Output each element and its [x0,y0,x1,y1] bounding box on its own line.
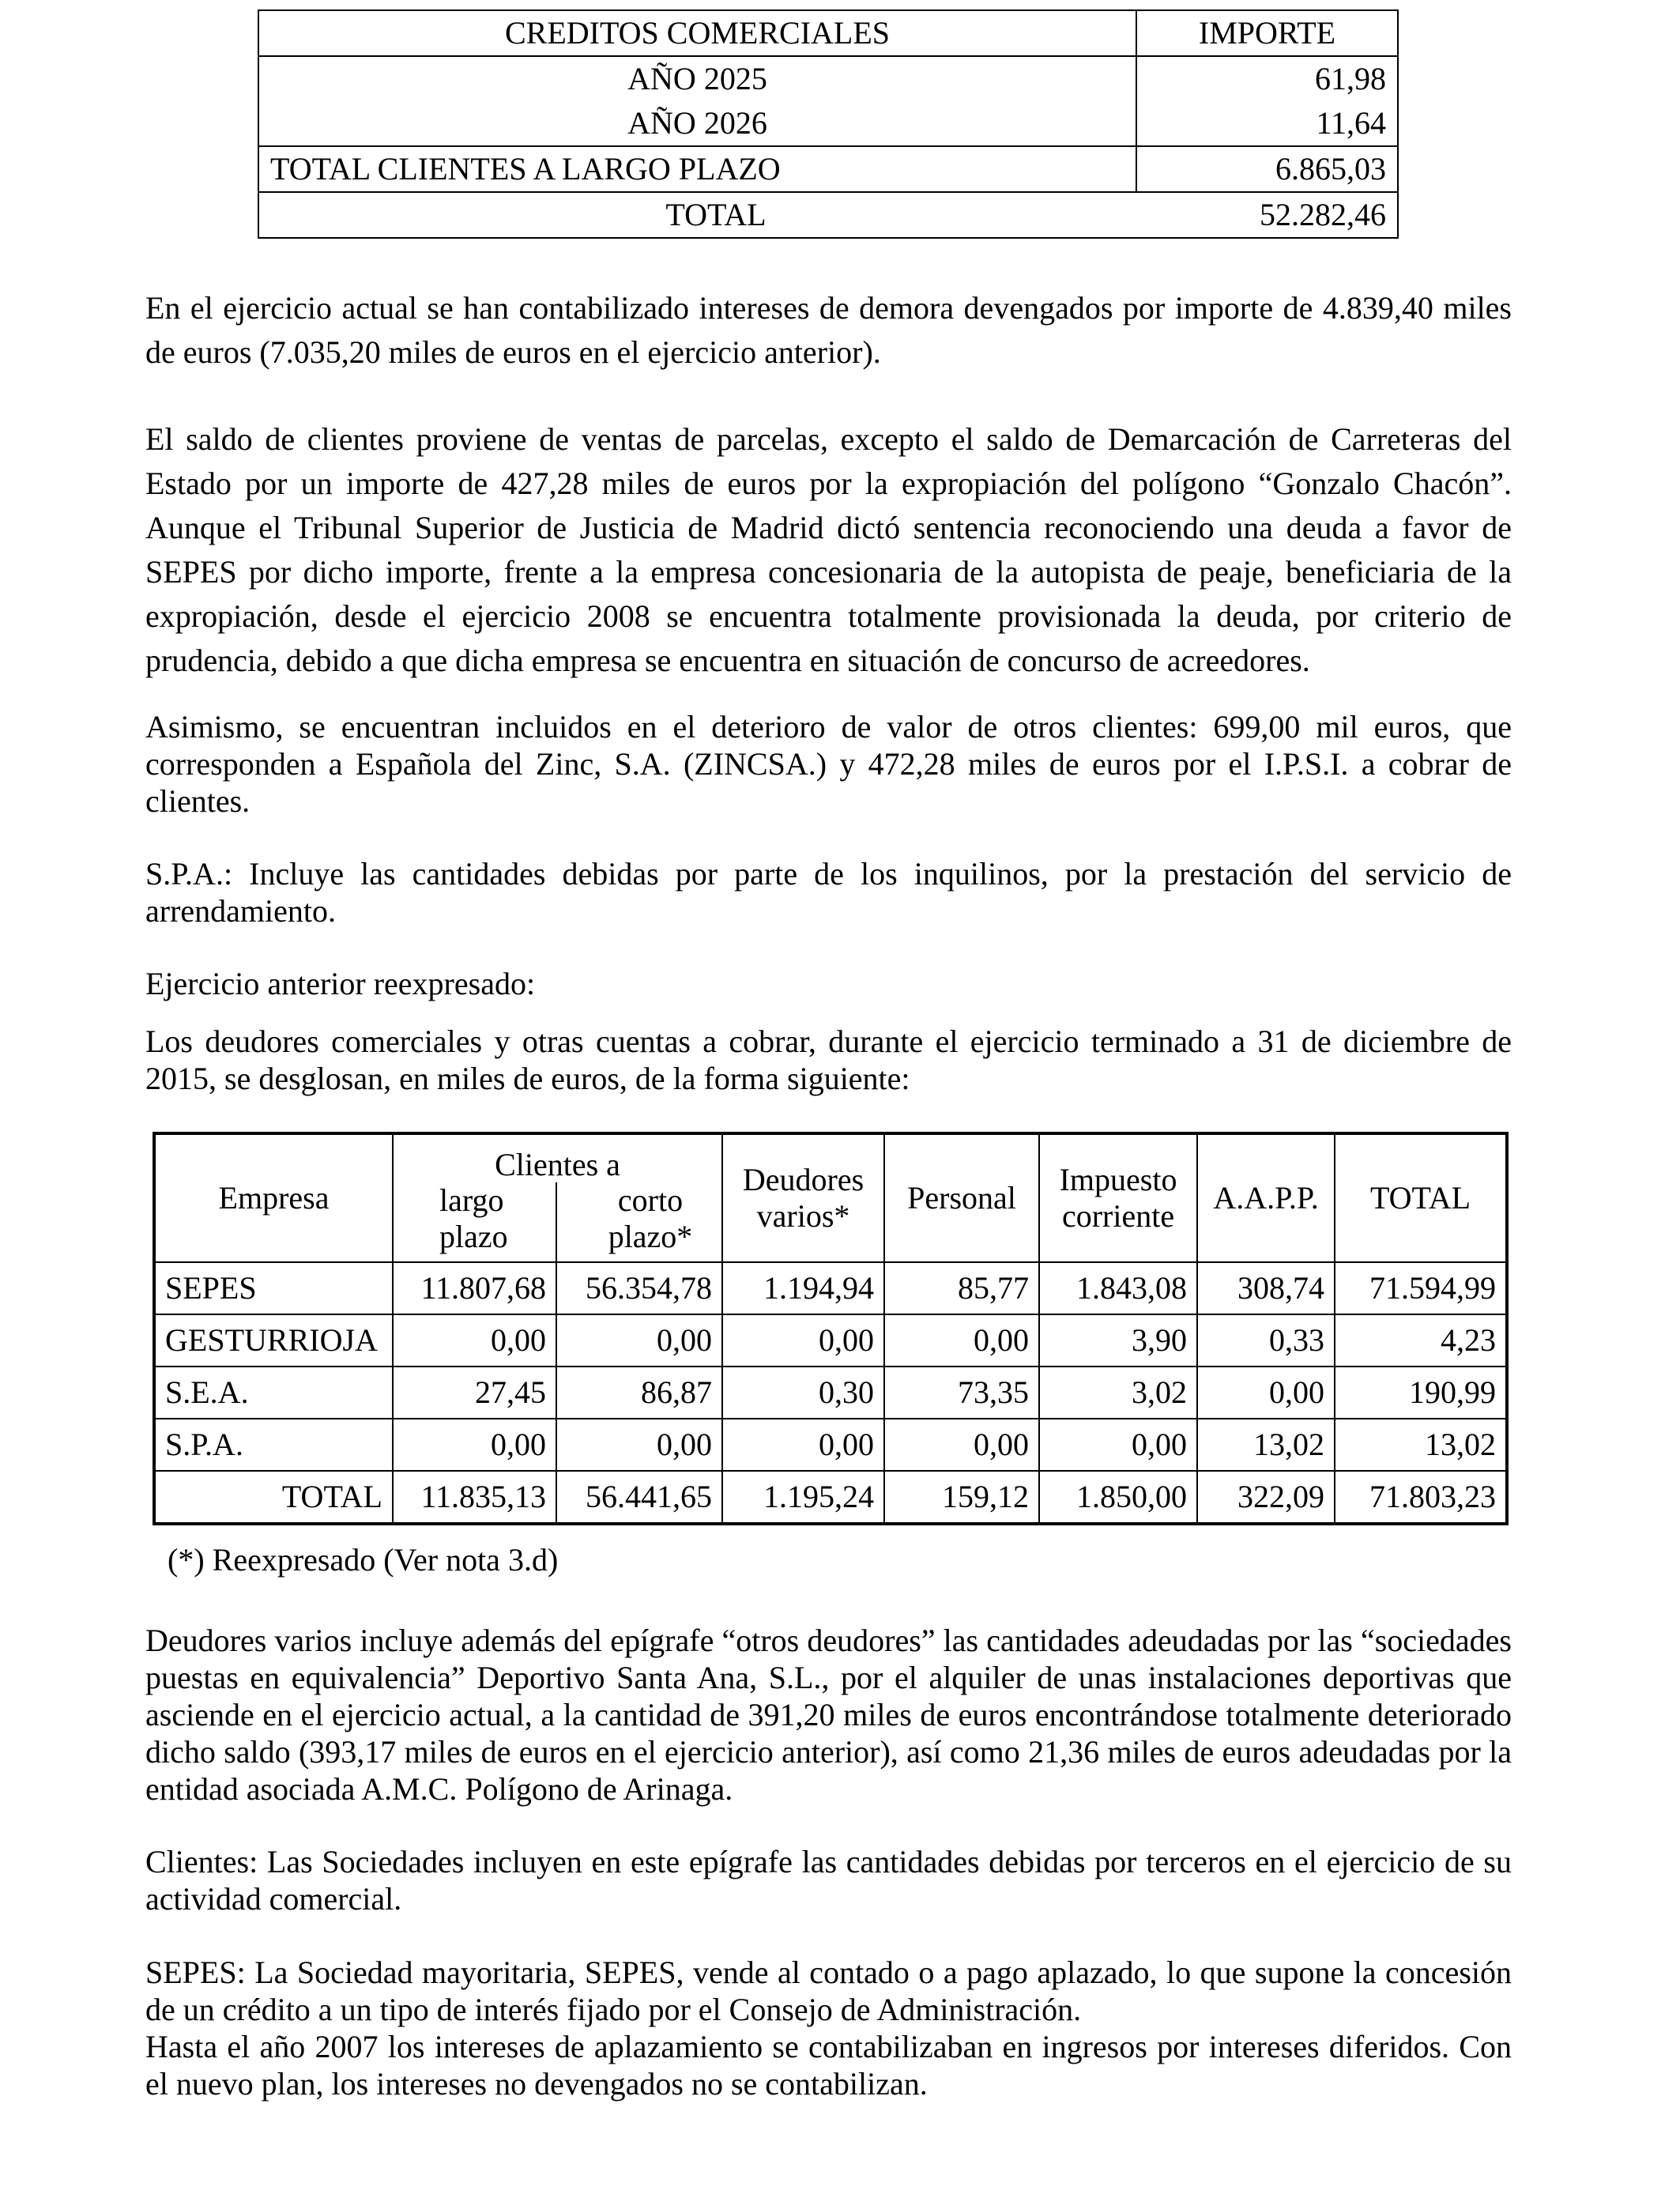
cell-largo: 27,45 [393,1367,556,1419]
cell-empresa: S.P.A. [154,1419,393,1471]
header-deudores-line2: varios* [756,1198,850,1234]
debtors-header-row [154,1133,1507,1182]
cell-corto: 56.441,65 [556,1471,722,1524]
header-impuesto-corriente [1039,1133,1197,1262]
credit-header-label: CREDITOS COMERCIALES [258,10,1136,56]
paragraph-deudores-intro: Los deudores comerciales y otras cuentas a cobrar, durante el ejercicio terminado a 31 de diciembre de 2015, se desglosan, en miles de euros, de la forma siguiente: [145,1023,1512,1096]
cell-impuesto: 1.850,00 [1039,1471,1197,1524]
cell-deudores: 0,00 [722,1314,884,1367]
cell-aapp: 13,02 [1197,1419,1335,1471]
debtors-total-row [154,1471,1507,1524]
paragraph-deudores-varios: Deudores varios incluye además del epígrafe “otros deudores” las cantidades adeudadas por las “sociedades puestas en equivalencia” Deportivo Santa Ana, S.L., por el alquiler de unas instalaciones deportivas que asciende en el ejercicio actual, a la cantidad de 391,20 miles de euros encontrándose totalmente deteriorado dicho saldo (393,17 miles de euros en el ejercicio anterior), así como 21,36 miles de euros adeudadas por la entidad asociada A.M.C. Polígono de Arinaga. [145,1623,1512,1807]
credit-subtotal-row [258,146,1398,192]
credit-row-label: AÑO 2026 [258,101,1136,146]
paragraph-saldo-clientes: El saldo de clientes proviene de ventas de parcelas, excepto el saldo de Demarcación de Carreteras del Estado por un importe de 427,28 miles de euros por la expropiación del polígono “Gonzalo Chacón”. Aunque el Tribunal Superior de Justicia de Madrid dictó sentencia reconociendo una deuda a favor de SEPES por dicho importe, frente a la empresa concesionaria de la autopista de peaje, beneficiaria de la expropiación, desde el ejercicio 2008 se encuentra totalmente provisionada la deuda, por criterio de prudencia, debido a que dicha empresa se encuentra en situación de concurso de acreedores. [145,421,1512,678]
paragraph-spa: S.P.A.: Incluye las cantidades debidas por parte de los inquilinos, por la prestación del servicio de arrendamiento. [145,856,1512,929]
credit-row-amount: 11,64 [1136,101,1398,146]
header-personal: Personal [884,1133,1039,1262]
cell-total: 13,02 [1335,1419,1507,1471]
cell-largo: 0,00 [393,1314,556,1367]
cell-aapp: 322,09 [1197,1471,1335,1524]
cell-largo: 11.807,68 [393,1262,556,1314]
cell-total: 4,23 [1335,1314,1507,1367]
cell-corto: 56.354,78 [556,1262,722,1314]
cell-personal: 0,00 [884,1314,1039,1367]
cell-personal: 85,77 [884,1262,1039,1314]
credit-table-header [258,10,1398,56]
header-aapp: A.A.P.P. [1197,1133,1335,1262]
cell-empresa: TOTAL [154,1471,393,1524]
cell-empresa: GESTURRIOJA [154,1314,393,1367]
header-empresa: Empresa [154,1133,393,1262]
header-corto-line2: plazo* [608,1219,693,1254]
cell-total: 71.594,99 [1335,1262,1507,1314]
paragraph-sepes-1: SEPES: La Sociedad mayoritaria, SEPES, vende al contado o a pago aplazado, lo que supone la concesión de un crédito a un tipo de interés fijado por el Consejo de Administración. [145,1955,1512,2027]
cell-empresa: SEPES [154,1262,393,1314]
paragraph-reexpresado: Ejercicio anterior reexpresado: [145,966,536,1001]
cell-deudores: 0,00 [722,1419,884,1471]
paragraph-clientes: Clientes: Las Sociedades incluyen en este epígrafe las cantidades debidas por terceros en el ejercicio de su actividad comercial. [145,1844,1512,1917]
cell-largo: 11.835,13 [393,1471,556,1524]
paragraph-asimismo: Asimismo, se encuentran incluidos en el deterioro de valor de otros clientes: 699,00 mil euros, que corresponden a Española del Zinc, S.A. (ZINCSA.) y 472,28 miles de euros por el I.P.S.I. a cobrar de clientes. [145,709,1512,819]
credit-row-label: AÑO 2025 [258,56,1136,101]
cell-empresa: S.E.A. [154,1367,393,1419]
header-clientes-a: Clientes a [393,1133,722,1182]
cell-corto: 0,00 [556,1419,722,1471]
paragraph-sepes-2: Hasta el año 2007 los intereses de aplazamiento se contabilizaban en ingresos por intereses diferidos. Con el nuevo plan, los intereses no devengados no se contabilizan. [145,2029,1512,2102]
header-corto-line1: corto [617,1182,684,1218]
paragraph-intereses: En el ejercicio actual se han contabilizado intereses de demora devengados por importe de 4.839,40 miles de euros (7.035,20 miles de euros en el ejercicio anterior). [145,290,1512,370]
cell-total: 190,99 [1335,1367,1507,1419]
debtors-row [154,1314,1507,1367]
cell-impuesto: 1.843,08 [1039,1262,1197,1314]
cell-total: 71.803,23 [1335,1471,1507,1524]
cell-impuesto: 3,02 [1039,1367,1197,1419]
cell-aapp: 0,33 [1197,1314,1335,1367]
cell-personal: 0,00 [884,1419,1039,1471]
header-largo-line1: largo [439,1182,504,1218]
credit-row [258,56,1398,101]
cell-largo: 0,00 [393,1419,556,1471]
credit-row-amount: 61,98 [1136,56,1398,101]
credit-subtotal-label: TOTAL CLIENTES A LARGO PLAZO [258,146,1136,192]
cell-deudores: 1.195,24 [722,1471,884,1524]
debtors-row [154,1419,1507,1471]
cell-deudores: 0,30 [722,1367,884,1419]
debtors-table [153,1132,1509,1525]
header-deudores-varios [722,1133,884,1262]
credit-subtotal-amount: 6.865,03 [1136,146,1398,192]
debtors-row [154,1367,1507,1419]
cell-corto: 86,87 [556,1367,722,1419]
header-largo-plazo [393,1182,556,1262]
cell-aapp: 308,74 [1197,1262,1335,1314]
cell-impuesto: 0,00 [1039,1419,1197,1471]
cell-aapp: 0,00 [1197,1367,1335,1419]
table-footnote: (*) Reexpresado (Ver nota 3.d) [168,1542,559,1578]
cell-corto: 0,00 [556,1314,722,1367]
credit-header-amount: IMPORTE [1136,10,1398,56]
debtors-row [154,1262,1507,1314]
credit-total-amount: 52.282,46 [1136,192,1398,238]
cell-deudores: 1.194,94 [722,1262,884,1314]
cell-personal: 73,35 [884,1367,1039,1419]
header-deudores-line1: Deudores [742,1162,864,1197]
header-impuesto-line2: corriente [1061,1198,1175,1234]
cell-impuesto: 3,90 [1039,1314,1197,1367]
credit-total-row [258,192,1398,238]
credit-table [258,9,1399,239]
header-total: TOTAL [1335,1133,1507,1262]
header-largo-line2: plazo [439,1219,508,1254]
credit-row [258,101,1398,146]
header-corto-plazo [556,1182,722,1262]
cell-personal: 159,12 [884,1471,1039,1524]
header-impuesto-line1: Impuesto [1059,1162,1177,1197]
credit-total-label: TOTAL [258,192,1136,238]
